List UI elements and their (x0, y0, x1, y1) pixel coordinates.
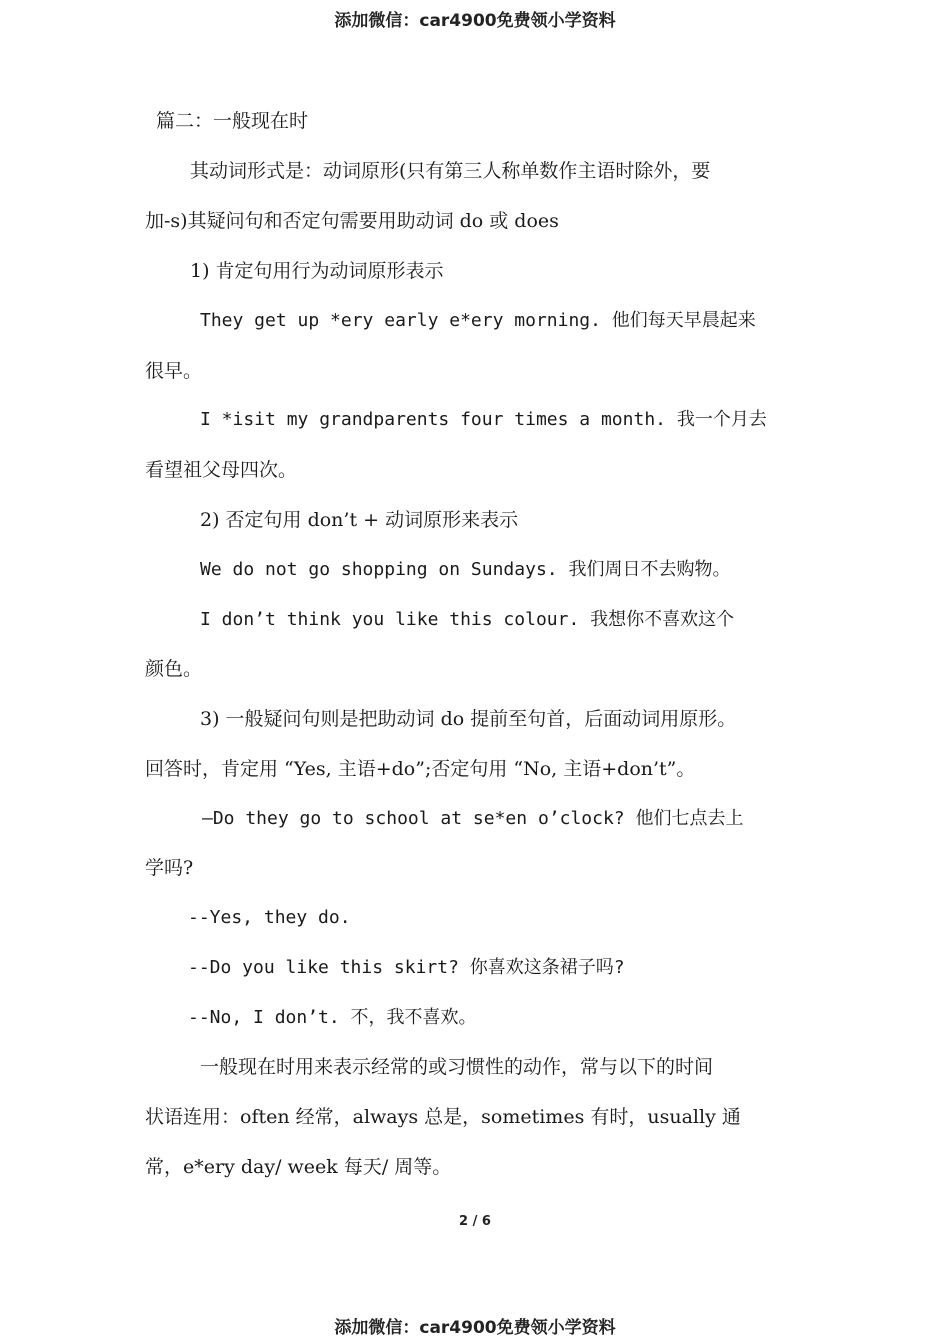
section-title: 篇二：一般现在时 (156, 110, 309, 132)
example-sentence: –Do they go to school at se*en o’clock? 他们七点去上 (202, 808, 744, 829)
example-sentence: --No, I don’t. 不，我不喜欢。 (188, 1007, 477, 1028)
paragraph-line: 很早。 (145, 360, 203, 382)
example-sentence: We do not go shopping on Sundays. 我们周日不去购物。 (200, 559, 731, 580)
paragraph-line: 状语连用：often 经常，always 总是，sometimes 有时，usually 通 (145, 1106, 741, 1128)
paragraph-line: 回答时，肯定用 “Yes, 主语+do”;否定句用 “No, 主语+don’t”。 (145, 758, 696, 780)
paragraph-line: 学吗? (145, 857, 194, 879)
example-sentence: --Do you like this skirt? 你喜欢这条裙子吗? (188, 957, 625, 978)
paragraph-line: 一般现在时用来表示经常的或习惯性的动作，常与以下的时间 (200, 1056, 714, 1078)
top-watermark: 添加微信：car4900免费领小学资料 (334, 11, 616, 31)
example-sentence: I don’t think you like this colour. 我想你不喜欢这个 (200, 609, 735, 630)
example-sentence: They get up *ery early e*ery morning. 他们每天早晨起来 (200, 310, 756, 331)
faint-header-text (0, 26, 950, 38)
paragraph-line: 2) 否定句用 don’t + 动词原形来表示 (200, 509, 519, 531)
paragraph-line: 颜色。 (145, 658, 203, 680)
example-sentence: I *isit my grandparents four times a month. 我一个月去 (200, 409, 767, 430)
example-sentence: --Yes, they do. (188, 907, 351, 928)
paragraph-line: 看望祖父母四次。 (145, 459, 298, 481)
paragraph-line: 1) 肯定句用行为动词原形表示 (190, 260, 444, 282)
paragraph-line: 3) 一般疑问句则是把助动词 do 提前至句首，后面动词用原形。 (200, 708, 737, 730)
paragraph-line: 常，e*ery day/ week 每天/ 周等。 (145, 1156, 452, 1178)
page-number: 2 / 6 (459, 1214, 491, 1229)
paragraph-line: 加-s)其疑问句和否定句需要用助动词 do 或 does (145, 210, 559, 232)
bottom-watermark: 添加微信：car4900免费领小学资料 (334, 1318, 616, 1338)
paragraph-line: 其动词形式是：动词原形(只有第三人称单数作主语时除外，要 (190, 160, 711, 182)
